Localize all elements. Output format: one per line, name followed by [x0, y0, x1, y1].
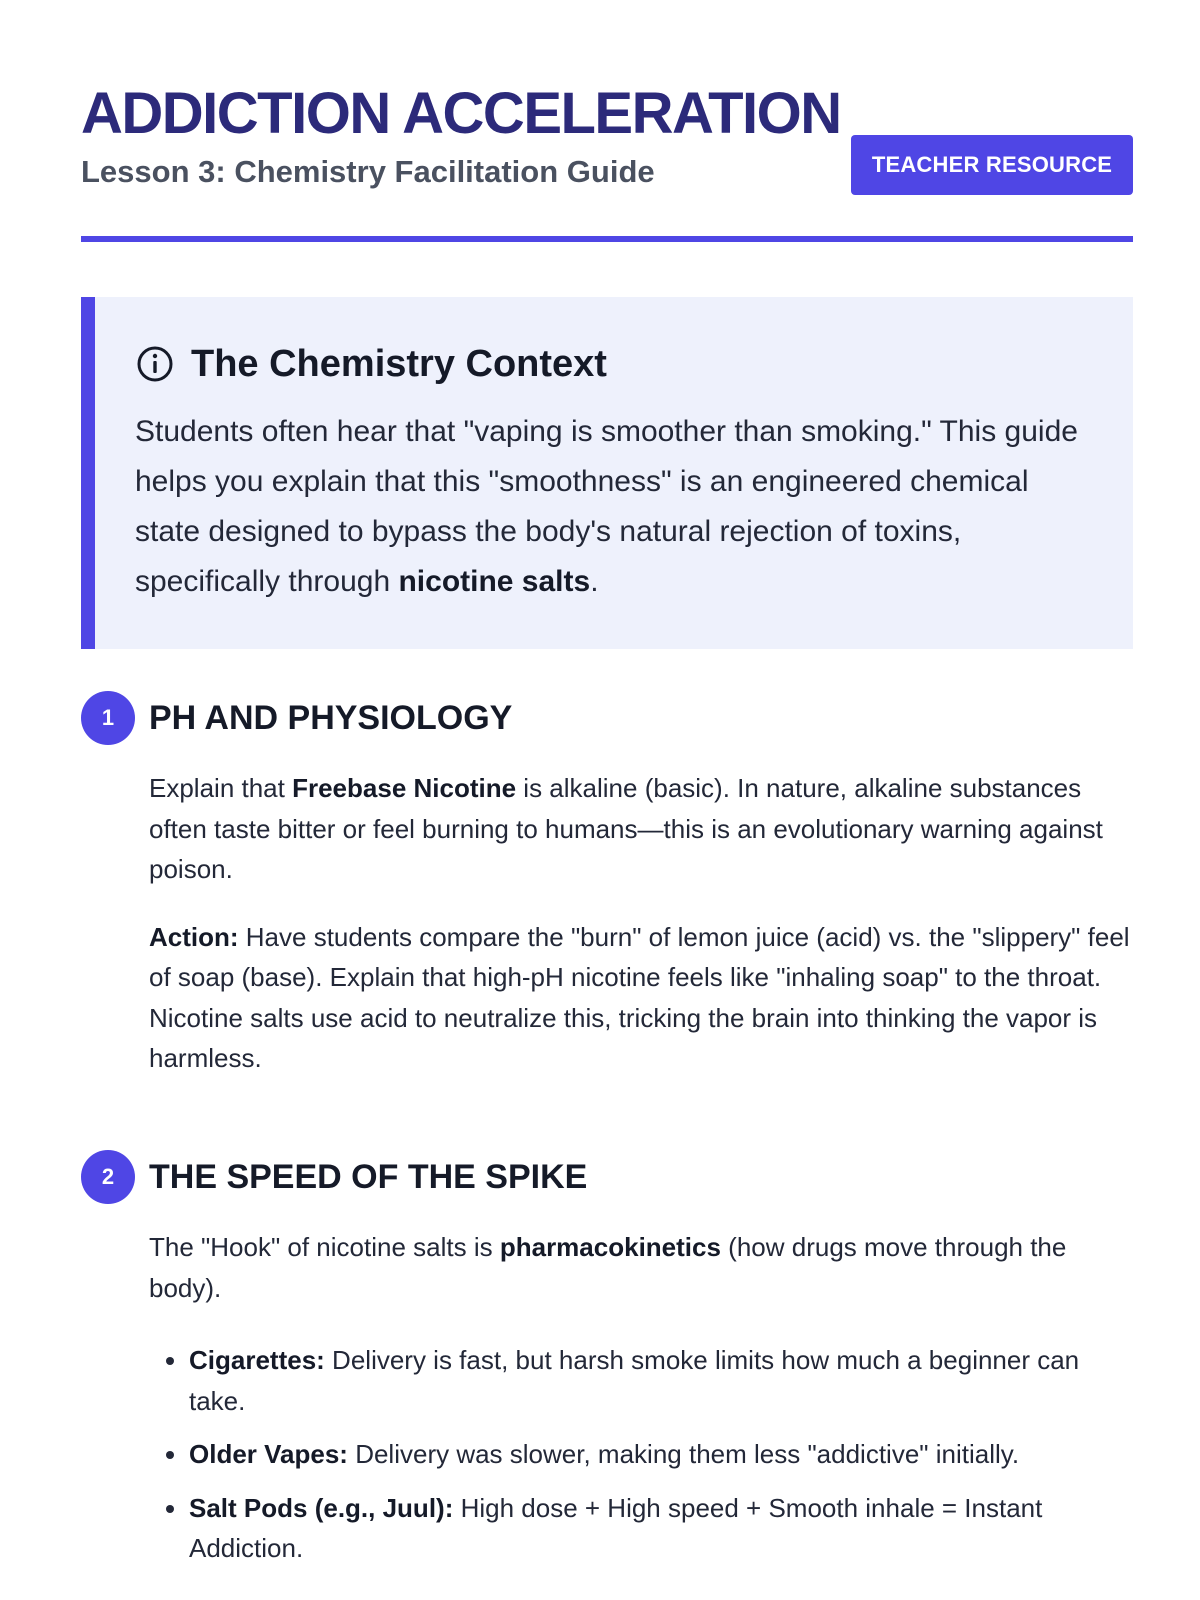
- text-part: The "Hook" of nicotine salts is: [149, 1232, 500, 1262]
- section-header: [81, 690, 1133, 746]
- page-title: ADDICTION ACCELERATION: [81, 81, 841, 146]
- section-title: PH AND PHYSIOLOGY: [149, 698, 513, 737]
- list-item-label: Cigarettes:: [189, 1345, 325, 1375]
- section-body: [149, 768, 1133, 1079]
- section-number-badge: 1: [81, 691, 135, 745]
- section-paragraph: [149, 1227, 1133, 1308]
- section-speed-of-spike: [81, 1149, 1133, 1582]
- list-item-text: High dose + High speed + Smooth inhale = Instant Addiction.: [189, 1492, 1043, 1563]
- section-title: THE SPEED OF THE SPIKE: [149, 1157, 588, 1196]
- header: [81, 76, 1133, 246]
- list-item-label: Older Vapes:: [189, 1439, 348, 1469]
- teacher-resource-badge: TEACHER RESOURCE: [851, 135, 1133, 195]
- list-item: [189, 1488, 1133, 1569]
- text-bold: pharmacokinetics: [499, 1232, 721, 1262]
- action-label: Action:: [149, 921, 239, 952]
- text-bold: Freebase Nicotine: [292, 773, 517, 803]
- chemistry-context-callout: [81, 297, 1133, 649]
- page-subtitle: Lesson 3: Chemistry Facilitation Guide: [81, 154, 655, 189]
- section-ph-physiology: [81, 690, 1133, 1079]
- section-header: [81, 1149, 1133, 1205]
- section-paragraph: [149, 768, 1133, 890]
- callout-text-bold: nicotine salts: [398, 565, 591, 598]
- callout-header: [135, 339, 1093, 389]
- callout-text-end: .: [590, 565, 599, 598]
- list-item-label: Salt Pods (e.g., Juul):: [189, 1492, 454, 1523]
- list-item-text: Delivery was slower, making them less "addictive" initially.: [347, 1439, 1020, 1469]
- info-icon: [135, 344, 175, 384]
- text-part: (how drugs move through the body).: [149, 1232, 1067, 1303]
- text-part: Have students compare the "burn" of lemon juice (acid) vs. the "slippery" feel of soap (base). Explain that high-pH nicotine feels like "inhaling soap" to the throat. Nicotine salts use acid to neutralize this, tricking the brain into thinking the vapor is harmless.: [149, 921, 1130, 1073]
- section-body: [149, 1227, 1133, 1569]
- list-item: [189, 1340, 1133, 1421]
- header-divider: [81, 236, 1133, 242]
- action-paragraph: [149, 917, 1133, 1079]
- section-number-badge: 2: [81, 1150, 135, 1204]
- text-part: is alkaline (basic). In nature, alkaline substances often taste bitter or feel burning to humans—this is an evolutionary warning against poison.: [149, 773, 1103, 884]
- list-item: [189, 1434, 1133, 1475]
- list-item-text: Delivery is fast, but harsh smoke limits how much a beginner can take.: [189, 1345, 1080, 1416]
- callout-text-part: Students often hear that "vaping is smoother than smoking." This guide helps you explain that this "smoothness" is an engineered chemical state designed to bypass the body's natural rejection of toxins, specifically through: [135, 415, 1078, 598]
- delivery-list: [149, 1340, 1133, 1569]
- text-part: Explain that: [149, 773, 293, 803]
- callout-text: [135, 407, 1093, 607]
- callout-title: The Chemistry Context: [191, 342, 607, 385]
